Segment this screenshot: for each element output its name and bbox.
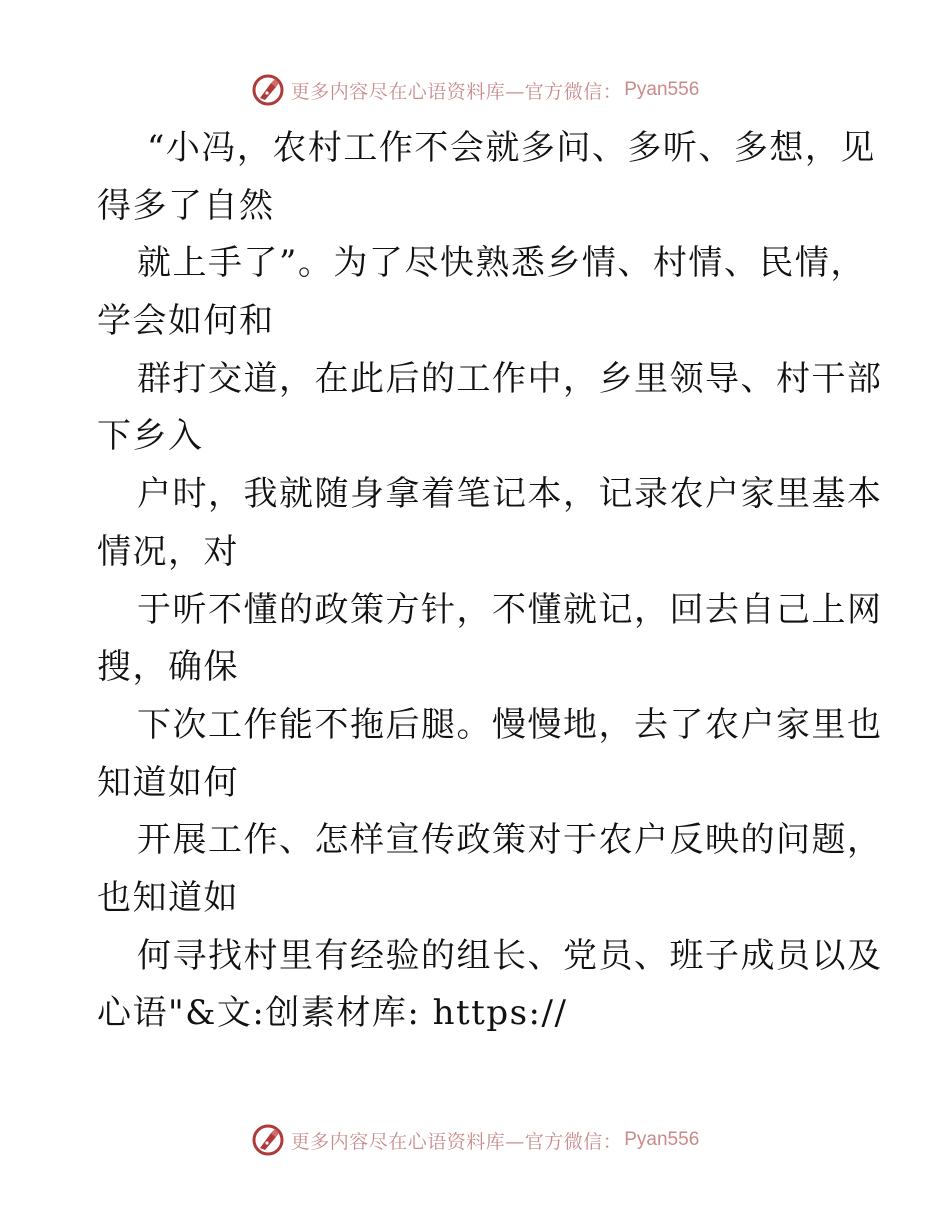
body-line: 下乡入 — [97, 416, 204, 457]
body-line: 开展工作、怎样宣传政策对于农户反映的问题， — [137, 820, 883, 861]
body-line: 于听不懂的政策方针，不懂就记，回去自己上网 — [137, 589, 883, 630]
document-body — [97, 120, 883, 1043]
body-line: 也知道如 — [97, 877, 239, 918]
banner-wechat-id: Pyan556 — [624, 1129, 700, 1150]
body-line: 学会如何和 — [97, 301, 275, 342]
body-line: 群打交道，在此后的工作中，乡里领导、村干部 — [137, 358, 883, 399]
body-line: 户时，我就随身拿着笔记本，记录农户家里基本 — [137, 474, 883, 515]
banner-wechat-id: Pyan556 — [624, 79, 700, 100]
footer-banner — [0, 1120, 950, 1160]
pen-nib-logo-icon — [251, 73, 285, 107]
body-line: “小冯，农村工作不会就多问、多听、多想，见 — [147, 128, 876, 168]
body-line: 心语"&文:创素材库: https:// — [97, 993, 568, 1034]
body-line: 下次工作能不拖后腿。慢慢地，去了农户家里也 — [137, 704, 883, 745]
banner-text: 更多内容尽在心语资料库—官方微信： — [290, 1130, 623, 1153]
body-line: 搜，确保 — [97, 647, 239, 688]
body-line: 何寻找村里有经验的组长、党员、班子成员以及 — [137, 935, 883, 976]
banner-text: 更多内容尽在心语资料库—官方微信： — [290, 80, 623, 103]
body-line: 知道如何 — [97, 762, 239, 803]
body-line: 得多了自然 — [97, 185, 275, 226]
body-line: 情况，对 — [97, 531, 239, 572]
body-line: 就上手了”。为了尽快熟悉乡情、村情、民情， — [137, 243, 866, 284]
pen-nib-logo-icon — [251, 1123, 285, 1157]
header-banner — [0, 70, 950, 110]
